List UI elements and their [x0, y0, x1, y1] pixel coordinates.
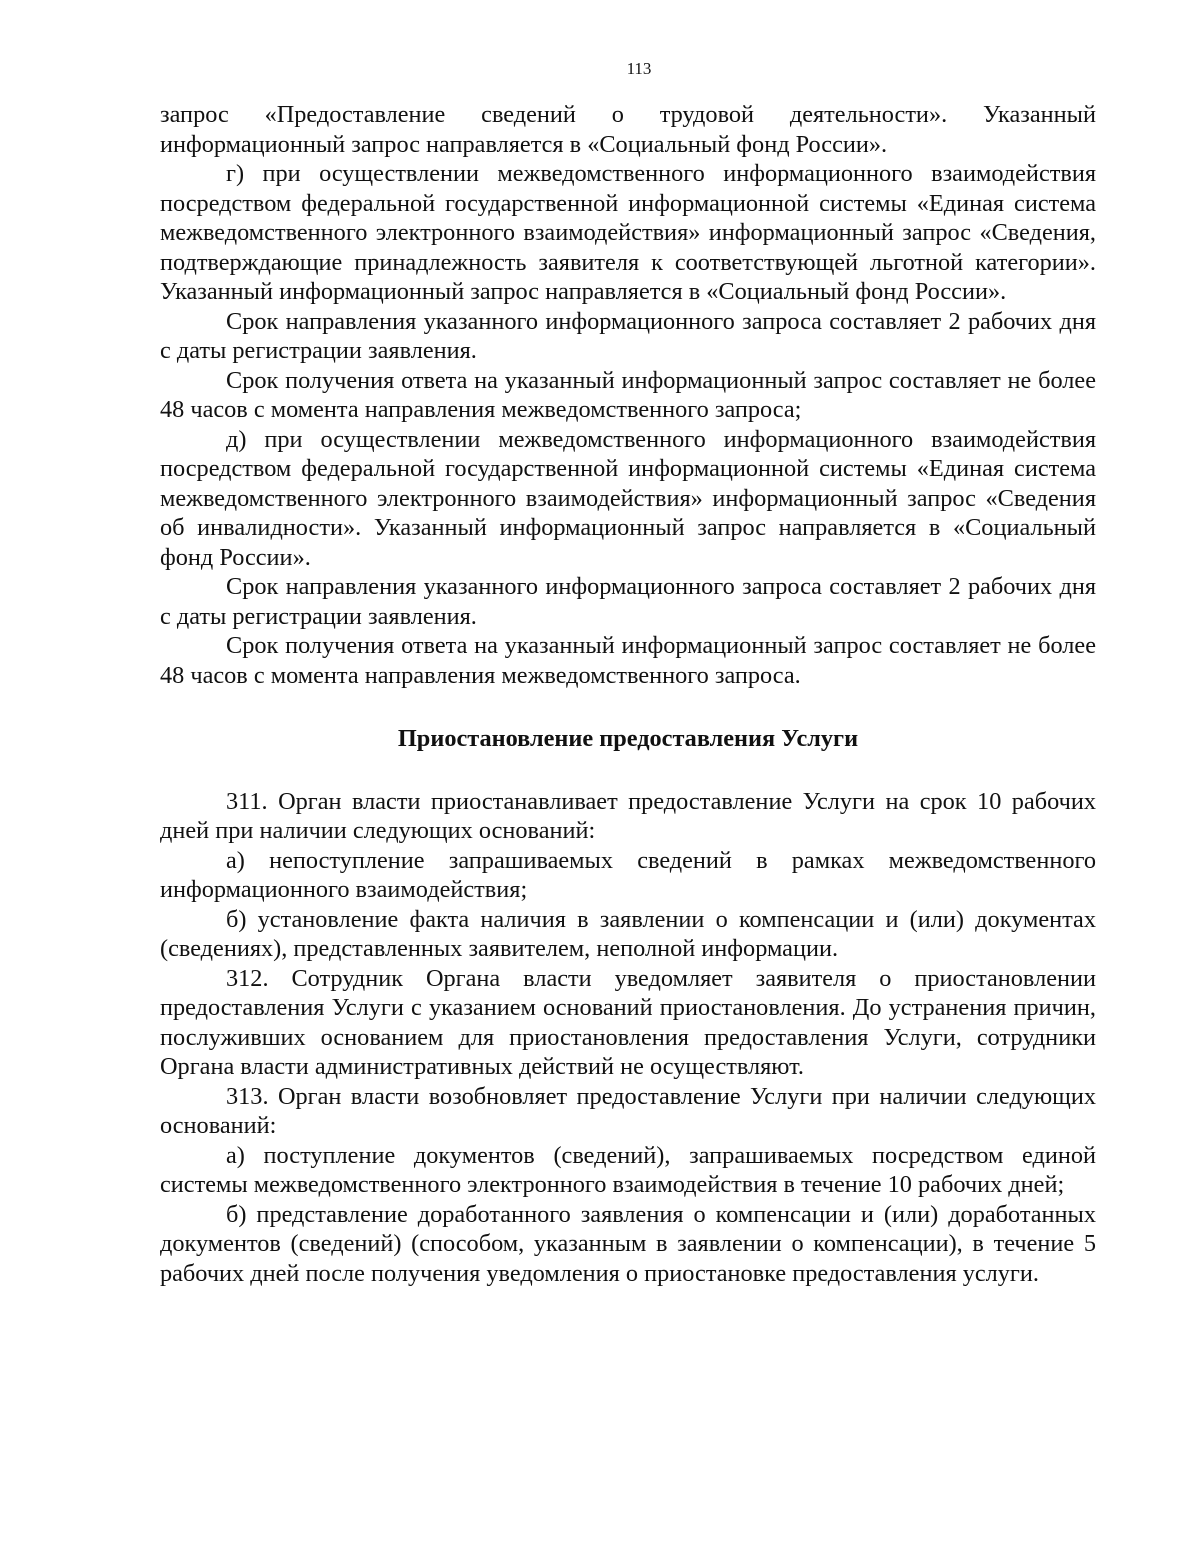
paragraph: г) при осуществлении межведомственного информационного взаимодействия посредством федеральной государственной информационной системы «Единая система межведомственного электронного взаимодействия» информационный запрос «Сведения, подтверждающие принадлежность заявителя к соответствующей льготной категории». Указанный информационный запрос направляется в «Социальный фонд России». [160, 160, 1096, 305]
paragraph: Срок направления указанного информационного запроса составляет 2 рабочих дня с даты регистрации заявления. [160, 573, 1096, 630]
section-requests [160, 100, 1096, 690]
paragraph: 312. Сотрудник Органа власти уведомляет заявителя о приостановлении предоставления Услуги с указанием оснований приостановления. До устранения причин, послуживших основанием для приостановления предоставления Услуги, сотрудники Органа власти административных действий не осуществляют. [160, 964, 1096, 1080]
paragraph: 313. Орган власти возобновляет предоставление Услуги при наличии следующих оснований: [160, 1082, 1096, 1139]
paragraph: а) непоступление запрашиваемых сведений в рамках межведомственного информационного взаимодействия; [160, 846, 1096, 903]
paragraph: запрос «Предоставление сведений о трудовой деятельности». Указанный информационный запрос направляется в «Социальный фонд России». [160, 101, 1096, 158]
document-page [160, 58, 1096, 1288]
paragraph: Срок направления указанного информационного запроса составляет 2 рабочих дня с даты регистрации заявления. [160, 307, 1096, 364]
paragraph: б) представление доработанного заявления о компенсации и (или) доработанных документов (сведений) (способом, указанным в заявлении о компенсации), в течение 5 рабочих дней после получения уведомления о приостановке предоставления услуги. [160, 1200, 1096, 1287]
paragraph: а) поступление документов (сведений), запрашиваемых посредством единой системы межведомственного электронного взаимодействия в течение 10 рабочих дней; [160, 1141, 1096, 1198]
page-number: 113 [626, 59, 652, 78]
section-heading: Приостановление предоставления Услуги [397, 725, 859, 752]
paragraph: Срок получения ответа на указанный информационный запрос составляет не более 48 часов с момента направления межведомственного запроса. [160, 632, 1096, 689]
paragraph: 311. Орган власти приостанавливает предоставление Услуги на срок 10 рабочих дней при наличии следующих оснований: [160, 787, 1096, 844]
paragraph: Срок получения ответа на указанный информационный запрос составляет не более 48 часов с момента направления межведомственного запроса; [160, 366, 1096, 423]
paragraph: б) установление факта наличия в заявлении о компенсации и (или) документах (сведениях), представленных заявителем, неполной информации. [160, 905, 1096, 962]
section-suspension [160, 787, 1096, 1289]
paragraph: д) при осуществлении межведомственного информационного взаимодействия посредством федеральной государственной информационной системы «Единая система межведомственного электронного взаимодействия» информационный запрос «Сведения об инвалидности». Указанный информационный запрос направляется в «Социальный фонд России». [160, 425, 1096, 571]
